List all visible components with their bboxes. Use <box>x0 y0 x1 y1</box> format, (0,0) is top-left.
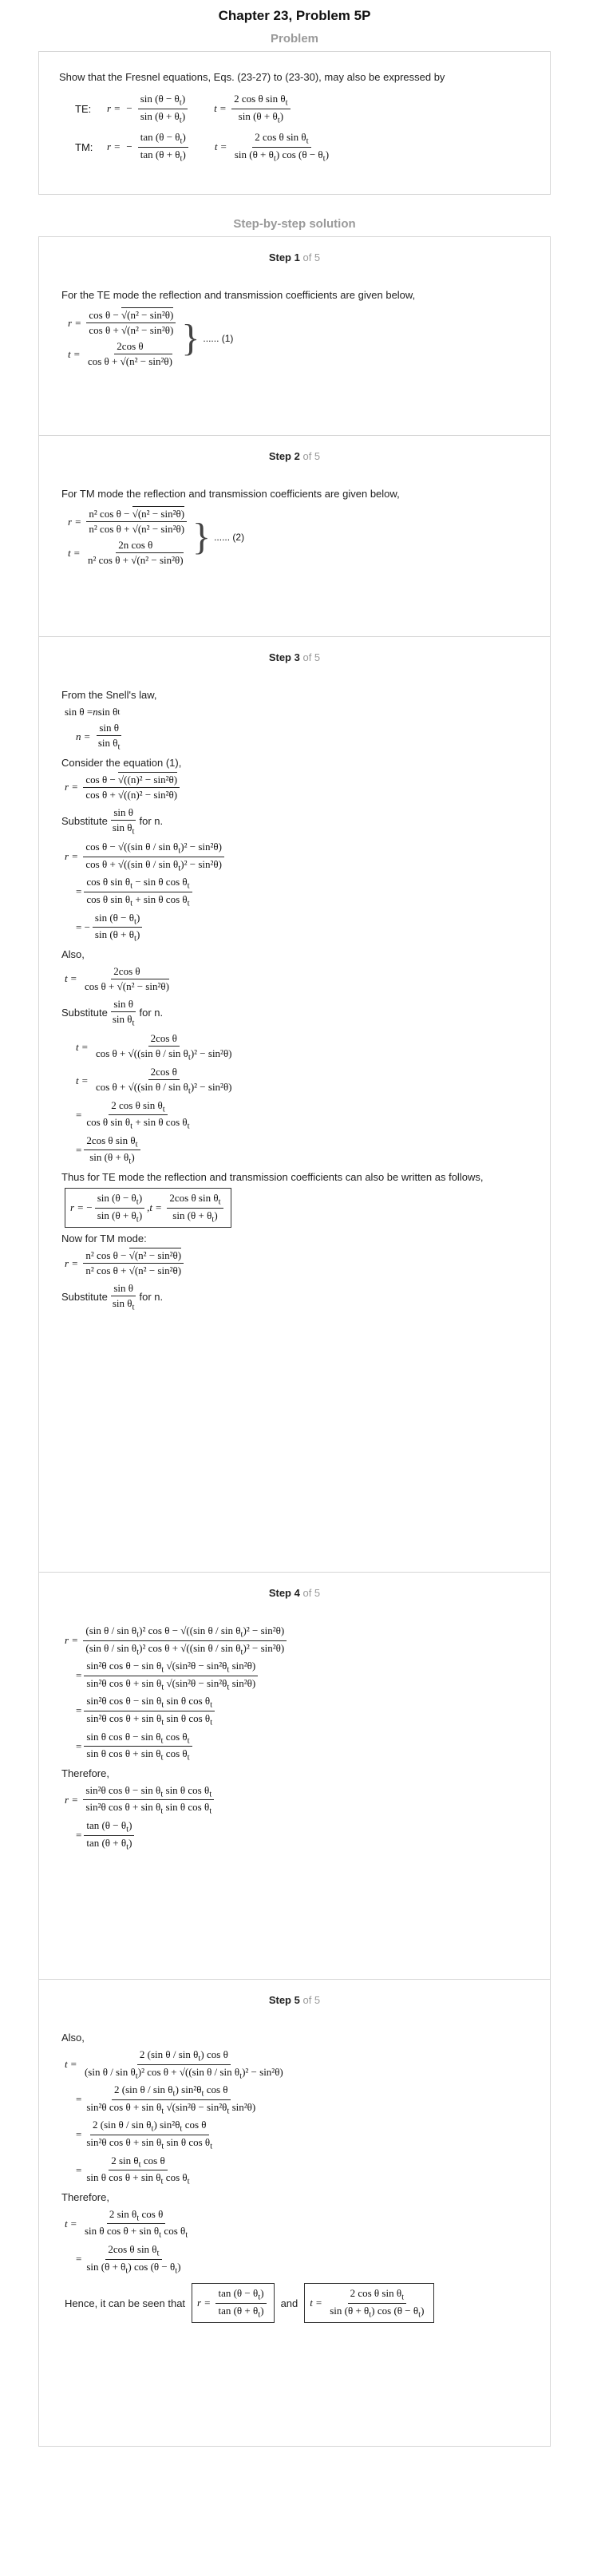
t-te-step4: = $\frac{2\cos \theta \sin \theta_t}{\sin (\theta + \theta_t)}$ <box>76 1134 528 1166</box>
now-tm-text: Now for TM mode: <box>61 1233 147 1245</box>
r-tm-tan: = $\frac{\tan (\theta - \theta_t)}{\tan (\theta + \theta_t)}$ <box>76 1819 528 1851</box>
right-brace: } <box>181 317 200 359</box>
r-te-step2: = $\frac{\cos \theta \sin \theta_t - \sin \theta \cos \theta_t}{\cos \theta \sin \theta_t + \sin \theta \cos \theta_t}$ <box>76 876 528 908</box>
r-te-substituted: r = $\frac{\cos \theta - √((\sin \theta / \sin \theta_t)^2 - \sin^2\theta)}{\cos \theta + √((\sin \theta / \sin \theta_t)^2 - \sin^2\theta)}$ <box>65 841 528 873</box>
t-tm-substituted: t = $\frac{2 (\sin \theta / \sin \theta_t) \cos \theta}{(\sin \theta / \sin \theta_t)^2 \cos \theta + √((\sin \theta / \sin \theta_t)^2 - \sin^2\theta)}$ <box>65 2048 283 2081</box>
equation-label: ...... (1) <box>203 333 234 344</box>
solution-box <box>38 236 551 2447</box>
step-of: of 5 <box>302 1994 321 2006</box>
hence-line <box>65 2283 528 2323</box>
problem-statement: Show that the Fresnel equations, Eqs. (23-27) to (23-30), may also be expressed by <box>59 71 445 83</box>
substitute-line: Substitute $\frac{\text{sin θ}}{\sin \theta_t}$ for n. <box>61 997 164 1028</box>
solution-heading: Step-by-step solution <box>233 217 356 231</box>
r-te-step3: = − $\frac{\sin (\theta - \theta_t)}{\sin (\theta + \theta_t)}$ <box>76 912 528 944</box>
step-of: of 5 <box>302 450 321 462</box>
step-4 <box>39 1572 550 1979</box>
step-1 <box>39 237 550 435</box>
r-tm-step2: = $\frac{\sin^2\theta \cos \theta - \sin \theta_t √(\sin^2\theta - \sin^2\theta_t \sin^2\theta)}{\sin^2\theta \cos \theta + \sin \theta_t √(\sin^2\theta - \sin^2\theta_t \sin^2\theta)}$ <box>76 1660 528 1692</box>
t-te-step3: = $\frac{2 \cos \theta \sin \theta_t}{\cos \theta \sin \theta_t + \sin \theta \cos \theta_t}$ <box>76 1098 190 1131</box>
substitute-text: Substitute <box>61 1007 108 1019</box>
step-title <box>61 1587 528 1599</box>
r-tm-step3: = $\frac{\sin^2\theta \cos \theta - \sin \theta_t \sin \theta \cos \theta_t}{\sin^2\theta \cos \theta + \sin \theta_t \sin \theta \cos \theta_t}$ <box>76 1695 528 1727</box>
step-intro: For TM mode the reflection and transmission coefficients are given below, <box>61 488 400 500</box>
step-title <box>61 651 528 663</box>
chapter-title: Chapter 23, Problem 5P <box>218 8 371 23</box>
right-brace: } <box>192 516 211 558</box>
hence-text: Hence, it can be seen that <box>65 2297 186 2309</box>
step-of: of 5 <box>302 651 321 663</box>
tm-label: TM: <box>75 140 93 153</box>
te-label: TE: <box>75 102 92 115</box>
t-tm-boxed: t = $\frac{2 \cos \theta \sin \theta_t}{\sin (\theta + \theta_t) \cos (\theta - \theta_t)}$ <box>304 2283 434 2323</box>
t-tm-step2: = $\frac{2 (\sin \theta / \sin \theta_t) \sin^2\theta_t \cos \theta}{\sin^2\theta \cos \theta + \sin \theta_t √(\sin^2\theta - \sin^2\theta_t \sin^2\theta)}$ <box>76 2083 256 2116</box>
tm-equation: TM: r = − $\frac{\tan (\theta - \theta_t)}{\tan (\theta + \theta_t)}$ t = $\frac{2 \cos \theta \sin \theta_t}{\sin (\theta + \theta_t) \cos (\theta - \theta_t)}$ <box>75 131 330 164</box>
thus-text: Thus for TE mode the reflection and transmission coefficients can also be written as follows, <box>61 1170 484 1183</box>
step-number: Step 3 <box>268 651 300 663</box>
snell-equation: sin θ = n sin θ t <box>65 706 121 718</box>
r-te-equation: r = $\frac{\text{cos θ − √((n)² − sin²θ)}}{\text{cos θ + √((n)² − sin²θ)}}$ <box>65 774 528 801</box>
n-equation: n = $\frac{\text{sin θ}}{\sin \theta_t}$ <box>76 722 121 752</box>
equation-label: ...... (2) <box>214 532 245 543</box>
t-te-substituted: t = $\frac{\text{2cos θ}}{\cos \theta + √((\sin \theta / \sin \theta_t)^2 - \sin^2\theta)}$ <box>76 1032 232 1062</box>
and-text: and <box>280 2297 298 2309</box>
t-te-equation: t = $\frac{\text{2cos θ}}{\text{cos θ + √(n² − sin²θ)}}$ <box>65 964 169 992</box>
step-3 <box>39 636 550 1572</box>
step-of: of 5 <box>302 1587 321 1599</box>
r-tm-equation: r = $\frac{\text{n² cos θ − √(n² − sin²θ)}}{\text{n² cos θ + √(n² − sin²θ)}}$ <box>65 1249 528 1277</box>
r-tm-step4: = $\frac{\sin \theta \cos \theta - \sin \theta_t \cos \theta_t}{\sin \theta \cos \theta + \sin \theta_t \cos \theta_t}$ <box>76 1731 528 1763</box>
t-tm-step4: = $\frac{2 \sin \theta_t \cos \theta}{\sin \theta \cos \theta + \sin \theta_t \cos \theta_t}$ <box>76 2154 190 2186</box>
substitute-text: Substitute <box>61 814 108 827</box>
r-tm-boxed: r = $\frac{\tan (\theta - \theta_t)}{\tan (\theta + \theta_t)}$ <box>192 2283 275 2323</box>
t-te-step2: t = $\frac{\text{2cos θ}}{\cos \theta + √((\sin \theta / \sin \theta_t)^2 - \sin^2\theta)}$ <box>76 1065 232 1096</box>
also-text: Also, <box>61 2032 85 2044</box>
te-result-box: r = − $\frac{\sin (\theta - \theta_t)}{\sin (\theta + \theta_t)}$ , t = $\frac{2\cos \theta \sin \theta_t}{\sin (\theta + \theta_t)}$ <box>65 1188 528 1228</box>
for-n-text: for n. <box>139 1291 164 1304</box>
step-of: of 5 <box>302 251 321 263</box>
step-number: Step 2 <box>268 450 300 462</box>
te-equation: TE: r = − $\frac{\sin (\theta - \theta_t)}{\sin (\theta + \theta_t)}$ t = $\frac{2 \cos \theta \sin \theta_t}{\sin (\theta + \theta_t)}$ <box>75 93 530 125</box>
step-title <box>61 251 528 263</box>
therefore-text: Therefore, <box>61 2190 109 2203</box>
for-n-text: for n. <box>139 1007 164 1019</box>
also-text: Also, <box>61 948 85 960</box>
r-tm-substituted: r = $\frac{(\sin \theta / \sin \theta_t)^2 \cos \theta - √((\sin \theta / \sin \theta_t)^2 - \sin^2\theta)}{(\sin \theta / \sin \theta_t)^2 \cos \theta + √((\sin \theta / \sin \theta_t)^2 - \sin^2\theta)}$ <box>65 1624 528 1656</box>
for-n-text: for n. <box>139 814 164 827</box>
step-2 <box>39 435 550 636</box>
substitute-line: Substitute $\frac{\text{sin θ}}{\sin \theta_t}$ for n. <box>61 805 164 837</box>
t-tm-final: t = $\frac{2 \sin \theta_t \cos \theta}{\sin \theta \cos \theta + \sin \theta_t \cos \theta_t}$ <box>65 2207 188 2240</box>
te-coefficients-system: r = $\frac{\text{cos θ − √(n² − sin²θ)}}{\text{cos θ + √(n² − sin²θ)}}$ t = $\frac{\text{2cos θ}}{\text{cos θ + √(n² − sin²θ)}}$ } ...... (1) <box>68 309 234 367</box>
step-5 <box>39 1979 550 2446</box>
problem-box <box>38 51 551 195</box>
step-number: Step 4 <box>268 1587 300 1599</box>
tm-coefficients-system: r = $\frac{\text{n² cos θ − √(n² − sin²θ)}}{\text{n² cos θ + √(n² − sin²θ)}}$ t = $\frac{\text{2n cos θ}}{\text{n² cos θ + √(n² − sin²θ)}}$ } ...... (2) <box>68 508 245 566</box>
r-tm-final: r = $\frac{\sin^2\theta \cos \theta - \sin \theta_t \sin \theta \cos \theta_t}{\sin^2\theta \cos \theta + \sin \theta_t \sin \theta \cos \theta_t}$ <box>65 1784 528 1816</box>
problem-heading: Problem <box>270 32 318 46</box>
step-title <box>61 1994 528 2006</box>
step-title <box>61 450 528 462</box>
therefore-text: Therefore, <box>61 1767 109 1779</box>
step-intro: For the TE mode the reflection and transmission coefficients are given below, <box>61 289 416 301</box>
consider-text: Consider the equation (1), <box>61 756 182 769</box>
t-tm-step3: = $\frac{2 (\sin \theta / \sin \theta_t) \sin^2\theta_t \cos \theta}{\sin^2\theta \cos \theta + \sin \theta_t \sin \theta \cos \theta_t}$ <box>76 2119 213 2151</box>
substitute-line: Substitute $\frac{\text{sin θ}}{\sin \theta_t}$ for n. <box>61 1282 164 1312</box>
t-tm-final2: = $\frac{2\cos \theta \sin \theta_t}{\sin (\theta + \theta_t) \cos (\theta - \theta_t)}$ <box>76 2242 181 2276</box>
step-number: Step 1 <box>268 251 300 263</box>
step-number: Step 5 <box>268 1994 300 2006</box>
snell-text: From the Snell's law, <box>61 689 157 701</box>
substitute-text: Substitute <box>61 1291 108 1304</box>
